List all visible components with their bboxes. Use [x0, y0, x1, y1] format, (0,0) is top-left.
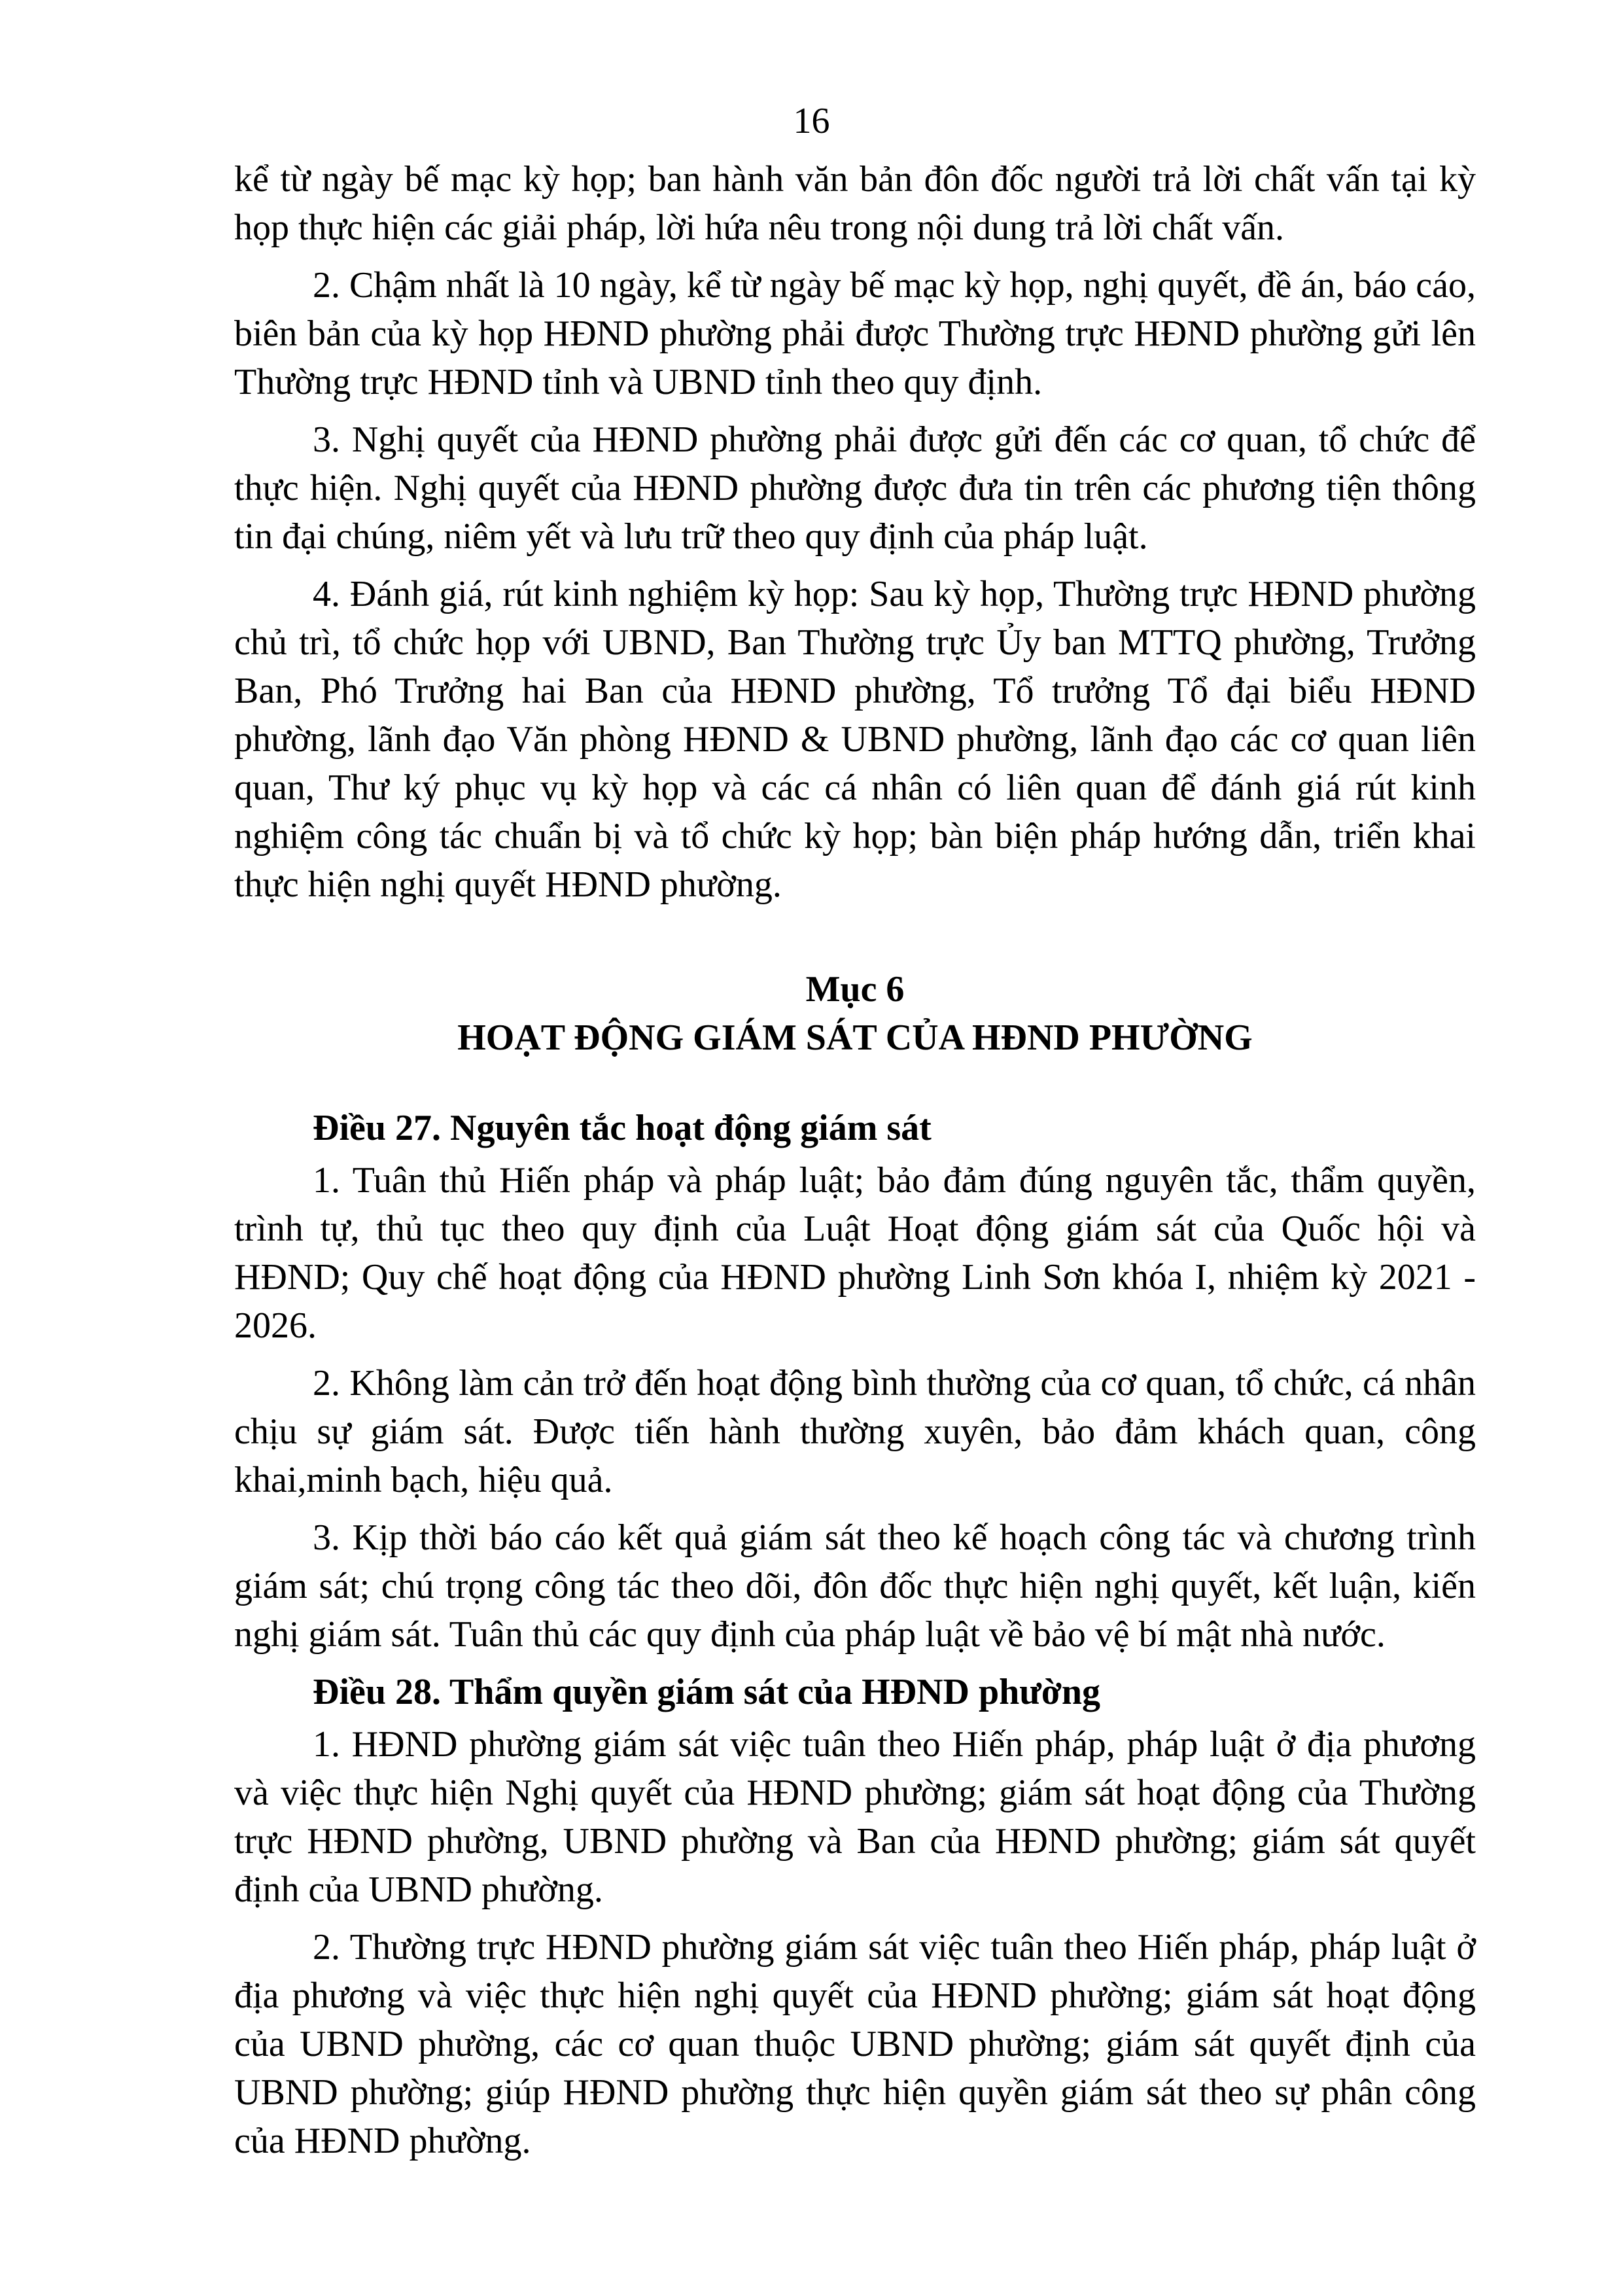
intro-item-4: 4. Đánh giá, rút kinh nghiệm kỳ họp: Sau kỳ họp, Thường trực HĐND phường chủ trì, tổ chức họp với UBND, Ban Thường trực Ủy ban MTTQ phường, Trưởng Ban, Phó Trưởng hai Ban của HĐND phường, Tổ trưởng Tổ đại biểu HĐND phường, lãnh đạo Văn phòng HĐND & UBND phường, lãnh đạo các cơ quan liên quan, Thư ký phục vụ kỳ họp và các cá nhân có liên quan để đánh giá rút kinh nghiệm công tác chuẩn bị và tổ chức kỳ họp; bàn biện pháp hướng dẫn, triển khai thực hiện nghị quyết HĐND phường. — [234, 574, 1476, 905]
page-number: 16 — [793, 101, 830, 141]
article-paragraph: 2. Không làm cản trở đến hoạt động bình thường của cơ quan, tổ chức, cá nhân chịu sự giám sát. Được tiến hành thường xuyên, bảo đảm khách quan, công khai,minh bạch, hiệu quả. — [234, 1363, 1476, 1500]
intro-item-3: 3. Nghị quyết của HĐND phường phải được gửi đến các cơ quan, tổ chức để thực hiện. Nghị quyết của HĐND phường được đưa tin trên các phương tiện thông tin đại chúng, niêm yết và lưu trữ theo quy định của pháp luật. — [234, 419, 1476, 557]
article-27 — [234, 1104, 1476, 1659]
article-paragraph: 2. Thường trực HĐND phường giám sát việc tuân theo Hiến pháp, pháp luật ở địa phương và việc thực hiện nghị quyết của HĐND phường; giám sát hoạt động của UBND phường, các cơ quan thuộc UBND phường; giám sát quyết định của UBND phường; giúp HĐND phường thực hiện quyền giám sát theo sự phân công của HĐND phường. — [234, 1927, 1476, 2161]
intro-item-2: 2. Chậm nhất là 10 ngày, kể từ ngày bế mạc kỳ họp, nghị quyết, đề án, báo cáo, biên bản của kỳ họp HĐND phường phải được Thường trực HĐND phường gửi lên Thường trực HĐND tỉnh và UBND tỉnh theo quy định. — [234, 265, 1476, 402]
article-28 — [234, 1668, 1476, 2165]
section-title: HOẠT ĐỘNG GIÁM SÁT CỦA HĐND PHƯỜNG — [457, 1017, 1253, 1058]
page-body — [234, 155, 1476, 2174]
article-paragraph: 1. Tuân thủ Hiến pháp và pháp luật; bảo đảm đúng nguyên tắc, thẩm quyền, trình tự, thủ tục theo quy định của Luật Hoạt động giám sát của Quốc hội và HĐND; Quy chế hoạt động của HĐND phường Linh Sơn khóa I, nhiệm kỳ 2021 - 2026. — [234, 1160, 1476, 1346]
article-title: Điều 28. Thẩm quyền giám sát của HĐND phường — [313, 1672, 1100, 1712]
section-number: Mục 6 — [805, 969, 905, 1010]
article-paragraph: 3. Kịp thời báo cáo kết quả giám sát theo kế hoạch công tác và chương trình giám sát; chú trọng công tác theo dõi, đôn đốc thực hiện nghị quyết, kết luận, kiến nghị giám sát. Tuân thủ các quy định của pháp luật về bảo vệ bí mật nhà nước. — [234, 1517, 1476, 1655]
article-title: Điều 27. Nguyên tắc hoạt động giám sát — [313, 1108, 932, 1148]
article-paragraph: 1. HĐND phường giám sát việc tuân theo Hiến pháp, pháp luật ở địa phương và việc thực hiện Nghị quyết của HĐND phường; giám sát hoạt động của Thường trực HĐND phường, UBND phường và Ban của HĐND phường; giám sát quyết định của UBND phường. — [234, 1724, 1476, 1910]
continuation-paragraph: kể từ ngày bế mạc kỳ họp; ban hành văn bản đôn đốc người trả lời chất vấn tại kỳ họp thực hiện các giải pháp, lời hứa nêu trong nội dung trả lời chất vấn. — [234, 159, 1476, 248]
